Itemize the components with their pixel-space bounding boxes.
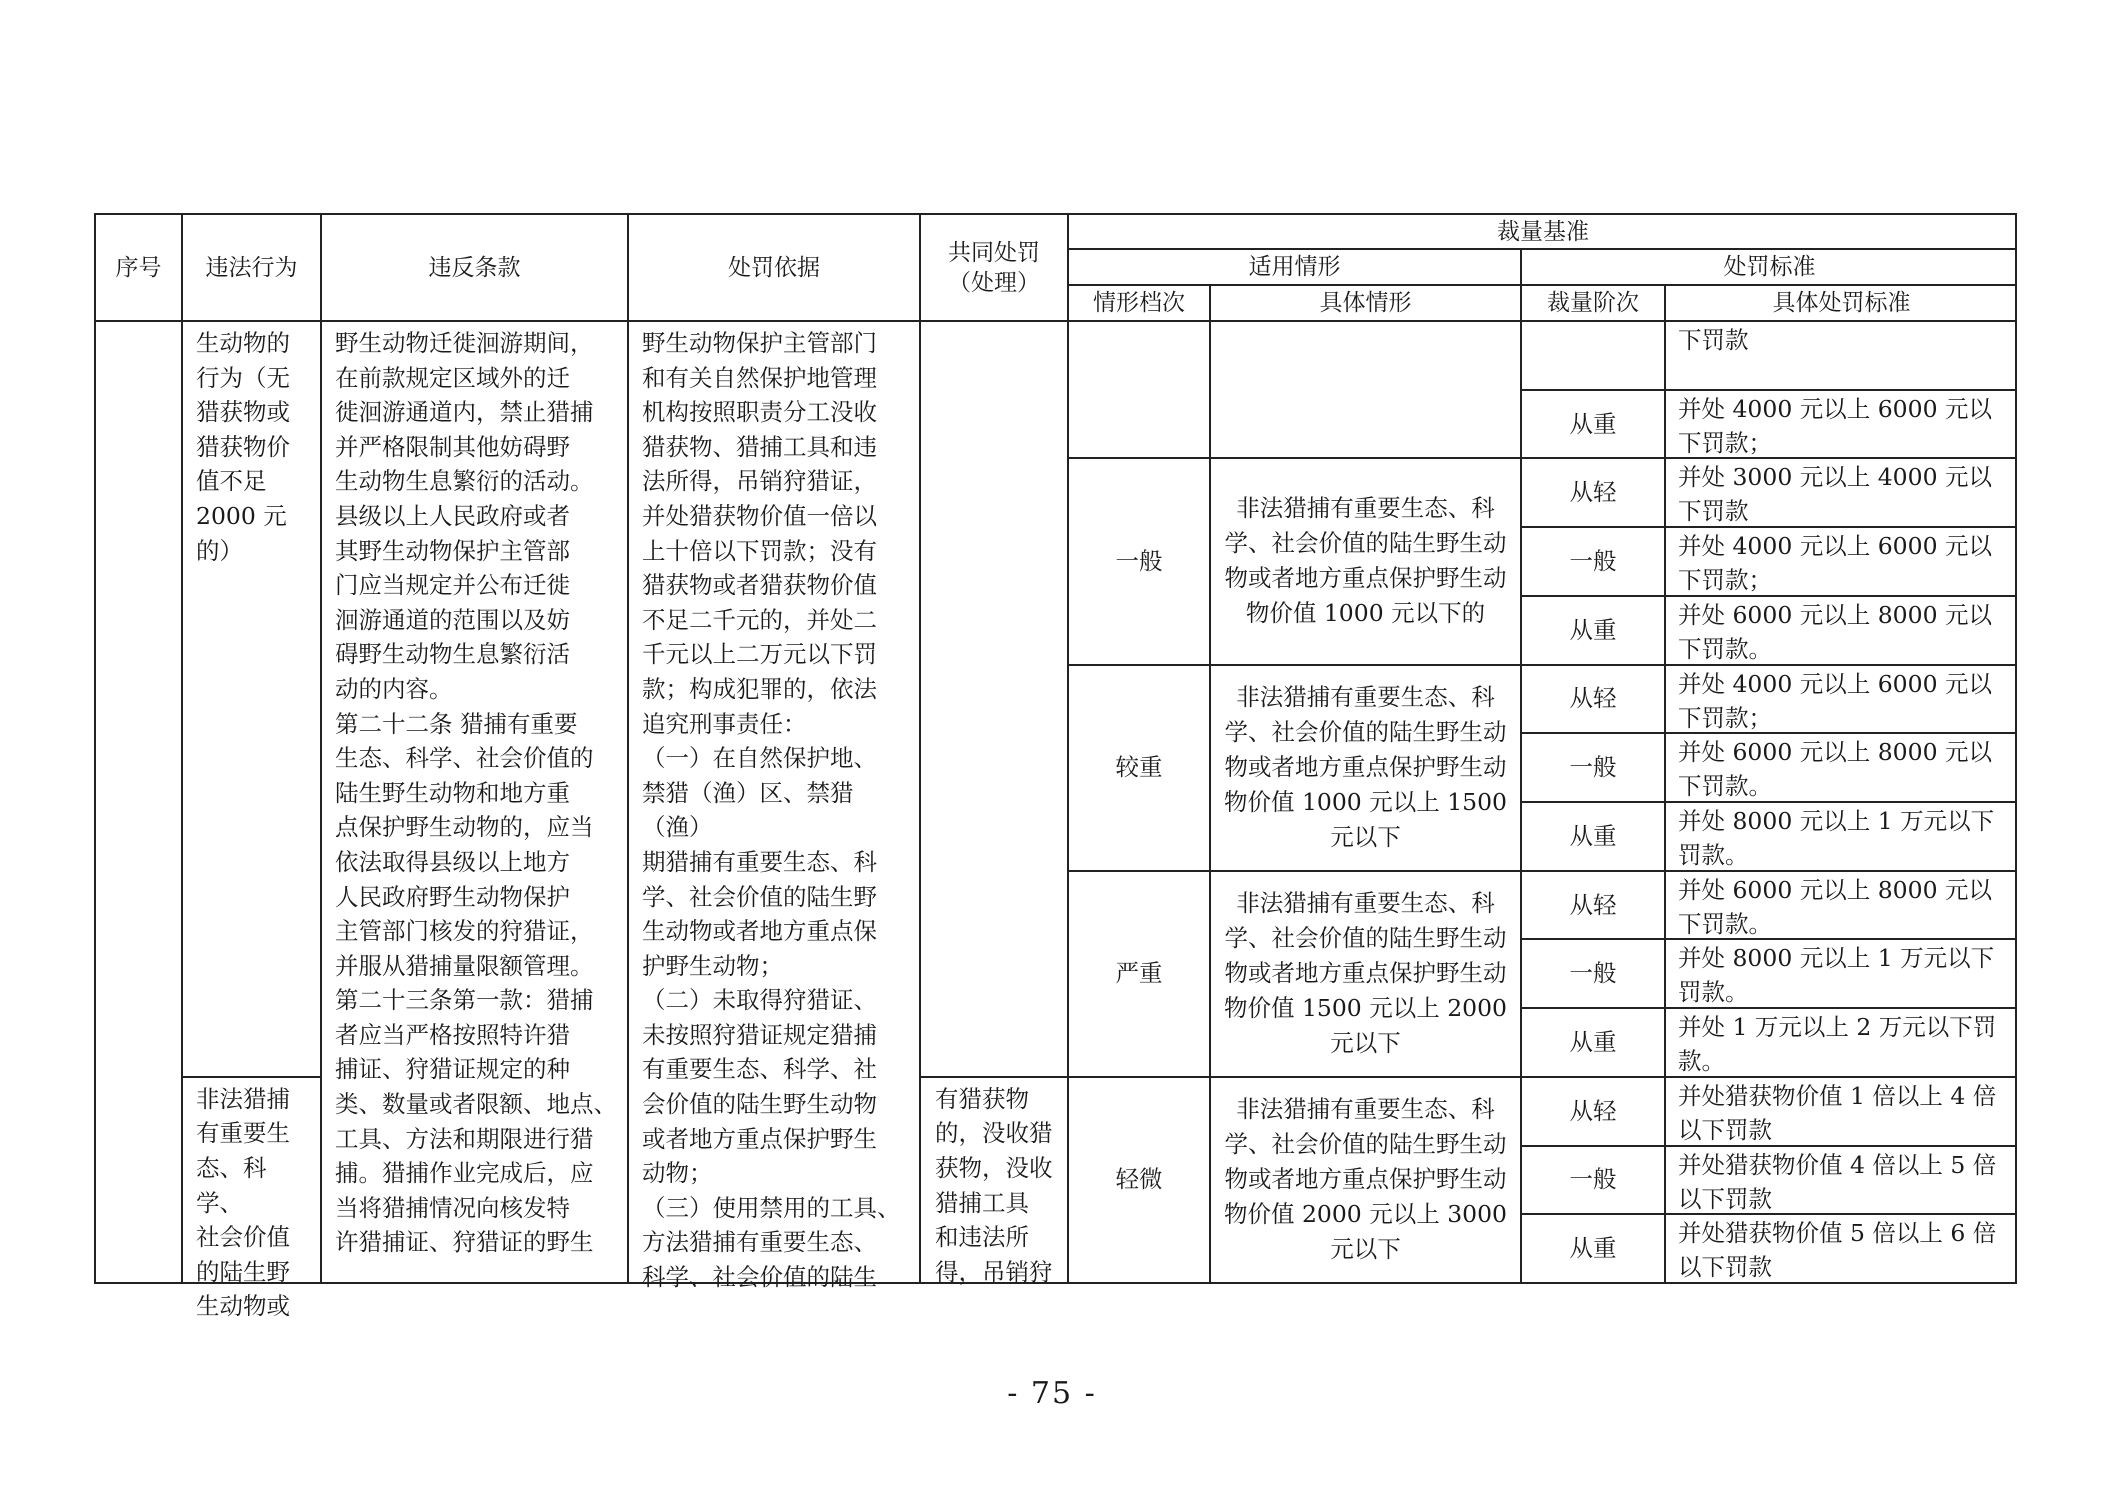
clause-line: 生态、科学、社会价值的 xyxy=(335,744,594,773)
clause-line: 野生动物迁徙洄游期间， xyxy=(335,329,594,357)
basis-line: （一）在自然保护地、 xyxy=(642,744,877,773)
standard-cell: 并处 1 万元以上 2 万元以下罚款。 xyxy=(1664,1007,2017,1076)
behavior-top-line: 猎获物价 xyxy=(196,432,290,461)
level-cell: 一般 xyxy=(1067,457,1209,663)
behavior-top-line: 生动物的 xyxy=(196,329,290,357)
basis-line: 学、社会价值的陆生野 xyxy=(642,882,877,911)
basis-line: 会价值的陆生野生动物 xyxy=(642,1090,877,1119)
standard-cell: 并处猎获物价值 5 倍以上 6 倍以下罚款 xyxy=(1664,1213,2017,1282)
clause-line: 第二十二条 猎捕有重要 xyxy=(335,709,578,738)
behavior-top-line: 猎获物或 xyxy=(196,398,290,427)
header-applicable: 适用情形 xyxy=(1067,248,1520,284)
basis-line: 和有关自然保护地管理 xyxy=(642,363,877,392)
basis-line: 禁猎（渔）区、禁猎（渔） xyxy=(642,778,854,842)
clause-cell xyxy=(320,320,627,1282)
clause-line: 生动物生息繁衍的活动。 xyxy=(335,467,594,496)
situation-cell: 非法猎捕有重要生态、科学、社会价值的陆生野生动物或者地方重点保护野生动物价值 2000 元以上 3000 元以下 xyxy=(1209,1076,1520,1282)
clause-line: 并服从猎捕量限额管理。 xyxy=(335,951,594,980)
clause-line: 在前款规定区域外的迁 xyxy=(335,363,570,392)
clause-line: 当将猎捕情况向核发特 xyxy=(335,1193,570,1222)
behavior-top-line: 2000 元 xyxy=(196,501,287,530)
basis-line: 并处猎获物价值一倍以 xyxy=(642,501,877,530)
standard-cell: 并处 6000 元以上 8000 元以下罚款。 xyxy=(1664,595,2017,664)
basis-line: 动物； xyxy=(642,1159,713,1188)
clause-line: 工具、方法和期限进行猎 xyxy=(335,1124,594,1153)
clause-line: 捕证、狩猎证规定的种 xyxy=(335,1055,570,1084)
penalty-table xyxy=(94,213,2017,1321)
tier-cell: 从重 xyxy=(1520,1007,1664,1076)
basis-line: 野生动物保护主管部门 xyxy=(642,329,877,357)
common-cell-bottom xyxy=(919,1076,1067,1286)
standard-cell: 并处 4000 元以上 6000 元以下罚款； xyxy=(1664,389,2017,458)
clause-line: 者应当严格按照特许猎 xyxy=(335,1020,570,1049)
tier-cell: 从重 xyxy=(1520,1213,1664,1282)
behavior-bottom-line: 有重要生 xyxy=(196,1119,290,1148)
basis-line: 生动物或者地方重点保 xyxy=(642,917,877,946)
clause-line: 类、数量或者限额、地点、 xyxy=(335,1090,617,1119)
standard-cell: 并处 4000 元以上 6000 元以下罚款； xyxy=(1664,664,2017,733)
behavior-bottom-line: 的陆生野 xyxy=(196,1257,290,1286)
behavior-top-line: 值不足 xyxy=(196,467,267,496)
basis-line: 猎获物、猎捕工具和违 xyxy=(642,432,877,461)
clause-line: 主管部门核发的狩猎证， xyxy=(335,917,594,946)
behavior-top-line: 行为（无 xyxy=(196,363,290,392)
tier-cell xyxy=(1520,320,1664,389)
header-seq: 序号 xyxy=(94,213,181,320)
clause-line: 洄游通道的范围以及妨 xyxy=(335,605,570,634)
common-line: 的，没收猎 xyxy=(935,1119,1053,1148)
standard-cell: 并处 6000 元以上 8000 元以下罚款。 xyxy=(1664,732,2017,801)
clause-line: 捕。猎捕作业完成后，应 xyxy=(335,1159,594,1188)
clause-line: 人民政府野生动物保护 xyxy=(335,882,570,911)
tier-cell: 从重 xyxy=(1520,389,1664,458)
clause-line: 第二十三条第一款：猎捕 xyxy=(335,986,594,1015)
tier-cell: 从轻 xyxy=(1520,1076,1664,1145)
clause-line: 动的内容。 xyxy=(335,674,453,703)
situation-cell: 非法猎捕有重要生态、科学、社会价值的陆生野生动物或者地方重点保护野生动物价值 1000 元以上 1500 元以下 xyxy=(1209,664,1520,870)
header-behavior: 违法行为 xyxy=(181,213,320,320)
behavior-cell-bottom xyxy=(181,1076,320,1321)
header-common-line2: （处理） xyxy=(948,269,1040,296)
basis-line: 未按照狩猎证规定猎捕 xyxy=(642,1020,877,1049)
basis-line: 方法猎捕有重要生态、 xyxy=(642,1228,877,1257)
header-tier: 裁量阶次 xyxy=(1520,284,1664,320)
common-line: 获物，没收 xyxy=(935,1154,1053,1183)
tier-cell: 从重 xyxy=(1520,595,1664,664)
tier-cell: 一般 xyxy=(1520,526,1664,595)
basis-line: 护野生动物； xyxy=(642,951,783,980)
level-cell: 较重 xyxy=(1067,664,1209,870)
seq-cell xyxy=(94,320,181,1282)
tier-cell: 从重 xyxy=(1520,801,1664,870)
level-cell: 轻微 xyxy=(1067,1076,1209,1282)
basis-line: 不足二千元的，并处二 xyxy=(642,605,877,634)
level-cell: 严重 xyxy=(1067,870,1209,1076)
behavior-cell-top xyxy=(181,320,320,1076)
standard-cell: 并处 8000 元以上 1 万元以下罚款。 xyxy=(1664,938,2017,1007)
basis-line: 机构按照职责分工没收 xyxy=(642,398,877,427)
header-basis: 处罚依据 xyxy=(627,213,919,320)
clause-line: 门应当规定并公布迁徙 xyxy=(335,571,570,600)
clause-line: 其野生动物保护主管部 xyxy=(335,536,570,565)
basis-line: 法所得，吊销狩猎证， xyxy=(642,467,877,496)
behavior-bottom-line: 态、科学、 xyxy=(196,1154,267,1217)
situation-cell xyxy=(1209,320,1520,457)
page-number: - 75 - xyxy=(1007,1376,1097,1411)
basis-line: 千元以上二万元以下罚 xyxy=(642,640,877,669)
clause-line: 徙洄游通道内，禁止猎捕 xyxy=(335,398,594,427)
header-standard: 裁量基准 xyxy=(1067,213,2017,248)
standard-cell: 并处 6000 元以上 8000 元以下罚款。 xyxy=(1664,870,2017,939)
behavior-bottom-line: 生动物或 xyxy=(196,1292,290,1321)
clause-line: 并严格限制其他妨碍野 xyxy=(335,432,570,461)
header-specific: 具体处罚标准 xyxy=(1664,284,2017,320)
common-line: 得，吊销狩 xyxy=(935,1257,1053,1286)
standard-cell: 并处猎获物价值 1 倍以上 4 倍以下罚款 xyxy=(1664,1076,2017,1145)
clause-line: 陆生野生动物和地方重 xyxy=(335,778,570,807)
behavior-top-line: 的） xyxy=(196,536,243,565)
behavior-bottom-line: 社会价值 xyxy=(196,1223,290,1252)
basis-line: （三）使用禁用的工具、 xyxy=(642,1193,901,1222)
behavior-bottom-line: 非法猎捕 xyxy=(196,1084,290,1113)
header-situation: 具体情形 xyxy=(1209,284,1520,320)
common-line: 有猎获物 xyxy=(935,1084,1029,1113)
clause-line: 碍野生动物生息繁衍活 xyxy=(335,640,570,669)
tier-cell: 一般 xyxy=(1520,938,1664,1007)
common-line: 和违法所 xyxy=(935,1223,1029,1252)
basis-line: 期猎捕有重要生态、科 xyxy=(642,847,877,876)
header-common-line1: 共同处罚 xyxy=(948,239,1040,266)
clause-line: 许猎捕证、狩猎证的野生 xyxy=(335,1228,594,1257)
standard-cell: 并处 4000 元以上 6000 元以下罚款； xyxy=(1664,526,2017,595)
basis-line: 追究刑事责任： xyxy=(642,709,807,738)
situation-cell: 非法猎捕有重要生态、科学、社会价值的陆生野生动物或者地方重点保护野生动物价值 1500 元以上 2000 元以下 xyxy=(1209,870,1520,1076)
standard-cell: 并处 3000 元以上 4000 元以下罚款 xyxy=(1664,457,2017,526)
basis-line: 款；构成犯罪的，依法 xyxy=(642,674,877,703)
clause-line: 点保护野生动物的，应当 xyxy=(335,813,594,842)
basis-line: 或者地方重点保护野生 xyxy=(642,1124,877,1153)
tier-cell: 从轻 xyxy=(1520,870,1664,939)
basis-line: （二）未取得狩猎证、 xyxy=(642,986,877,1015)
level-cell xyxy=(1067,320,1209,457)
basis-line: 科学、社会价值的陆生 xyxy=(642,1263,877,1292)
header-level: 情形档次 xyxy=(1067,284,1209,320)
common-cell-top xyxy=(919,320,1067,1076)
standard-cell: 下罚款 xyxy=(1664,320,2017,389)
basis-cell xyxy=(627,320,919,1292)
clause-line: 县级以上人民政府或者 xyxy=(335,501,570,530)
tier-cell: 从轻 xyxy=(1520,457,1664,526)
standard-cell: 并处 8000 元以上 1 万元以下罚款。 xyxy=(1664,801,2017,870)
standard-cell: 并处猎获物价值 4 倍以上 5 倍以下罚款 xyxy=(1664,1145,2017,1214)
tier-cell: 从轻 xyxy=(1520,664,1664,733)
common-line: 猎捕工具 xyxy=(935,1188,1029,1217)
header-penalty-standard: 处罚标准 xyxy=(1520,248,2017,284)
header-common xyxy=(919,213,1067,320)
tier-cell: 一般 xyxy=(1520,732,1664,801)
situation-cell: 非法猎捕有重要生态、科学、社会价值的陆生野生动物或者地方重点保护野生动物价值 1000 元以下的 xyxy=(1209,457,1520,663)
header-clause: 违反条款 xyxy=(320,213,627,320)
clause-line: 依法取得县级以上地方 xyxy=(335,847,570,876)
basis-line: 有重要生态、科学、社 xyxy=(642,1055,877,1084)
basis-line: 上十倍以下罚款；没有 xyxy=(642,536,877,565)
basis-line: 猎获物或者猎获物价值 xyxy=(642,571,877,600)
tier-cell: 一般 xyxy=(1520,1145,1664,1214)
